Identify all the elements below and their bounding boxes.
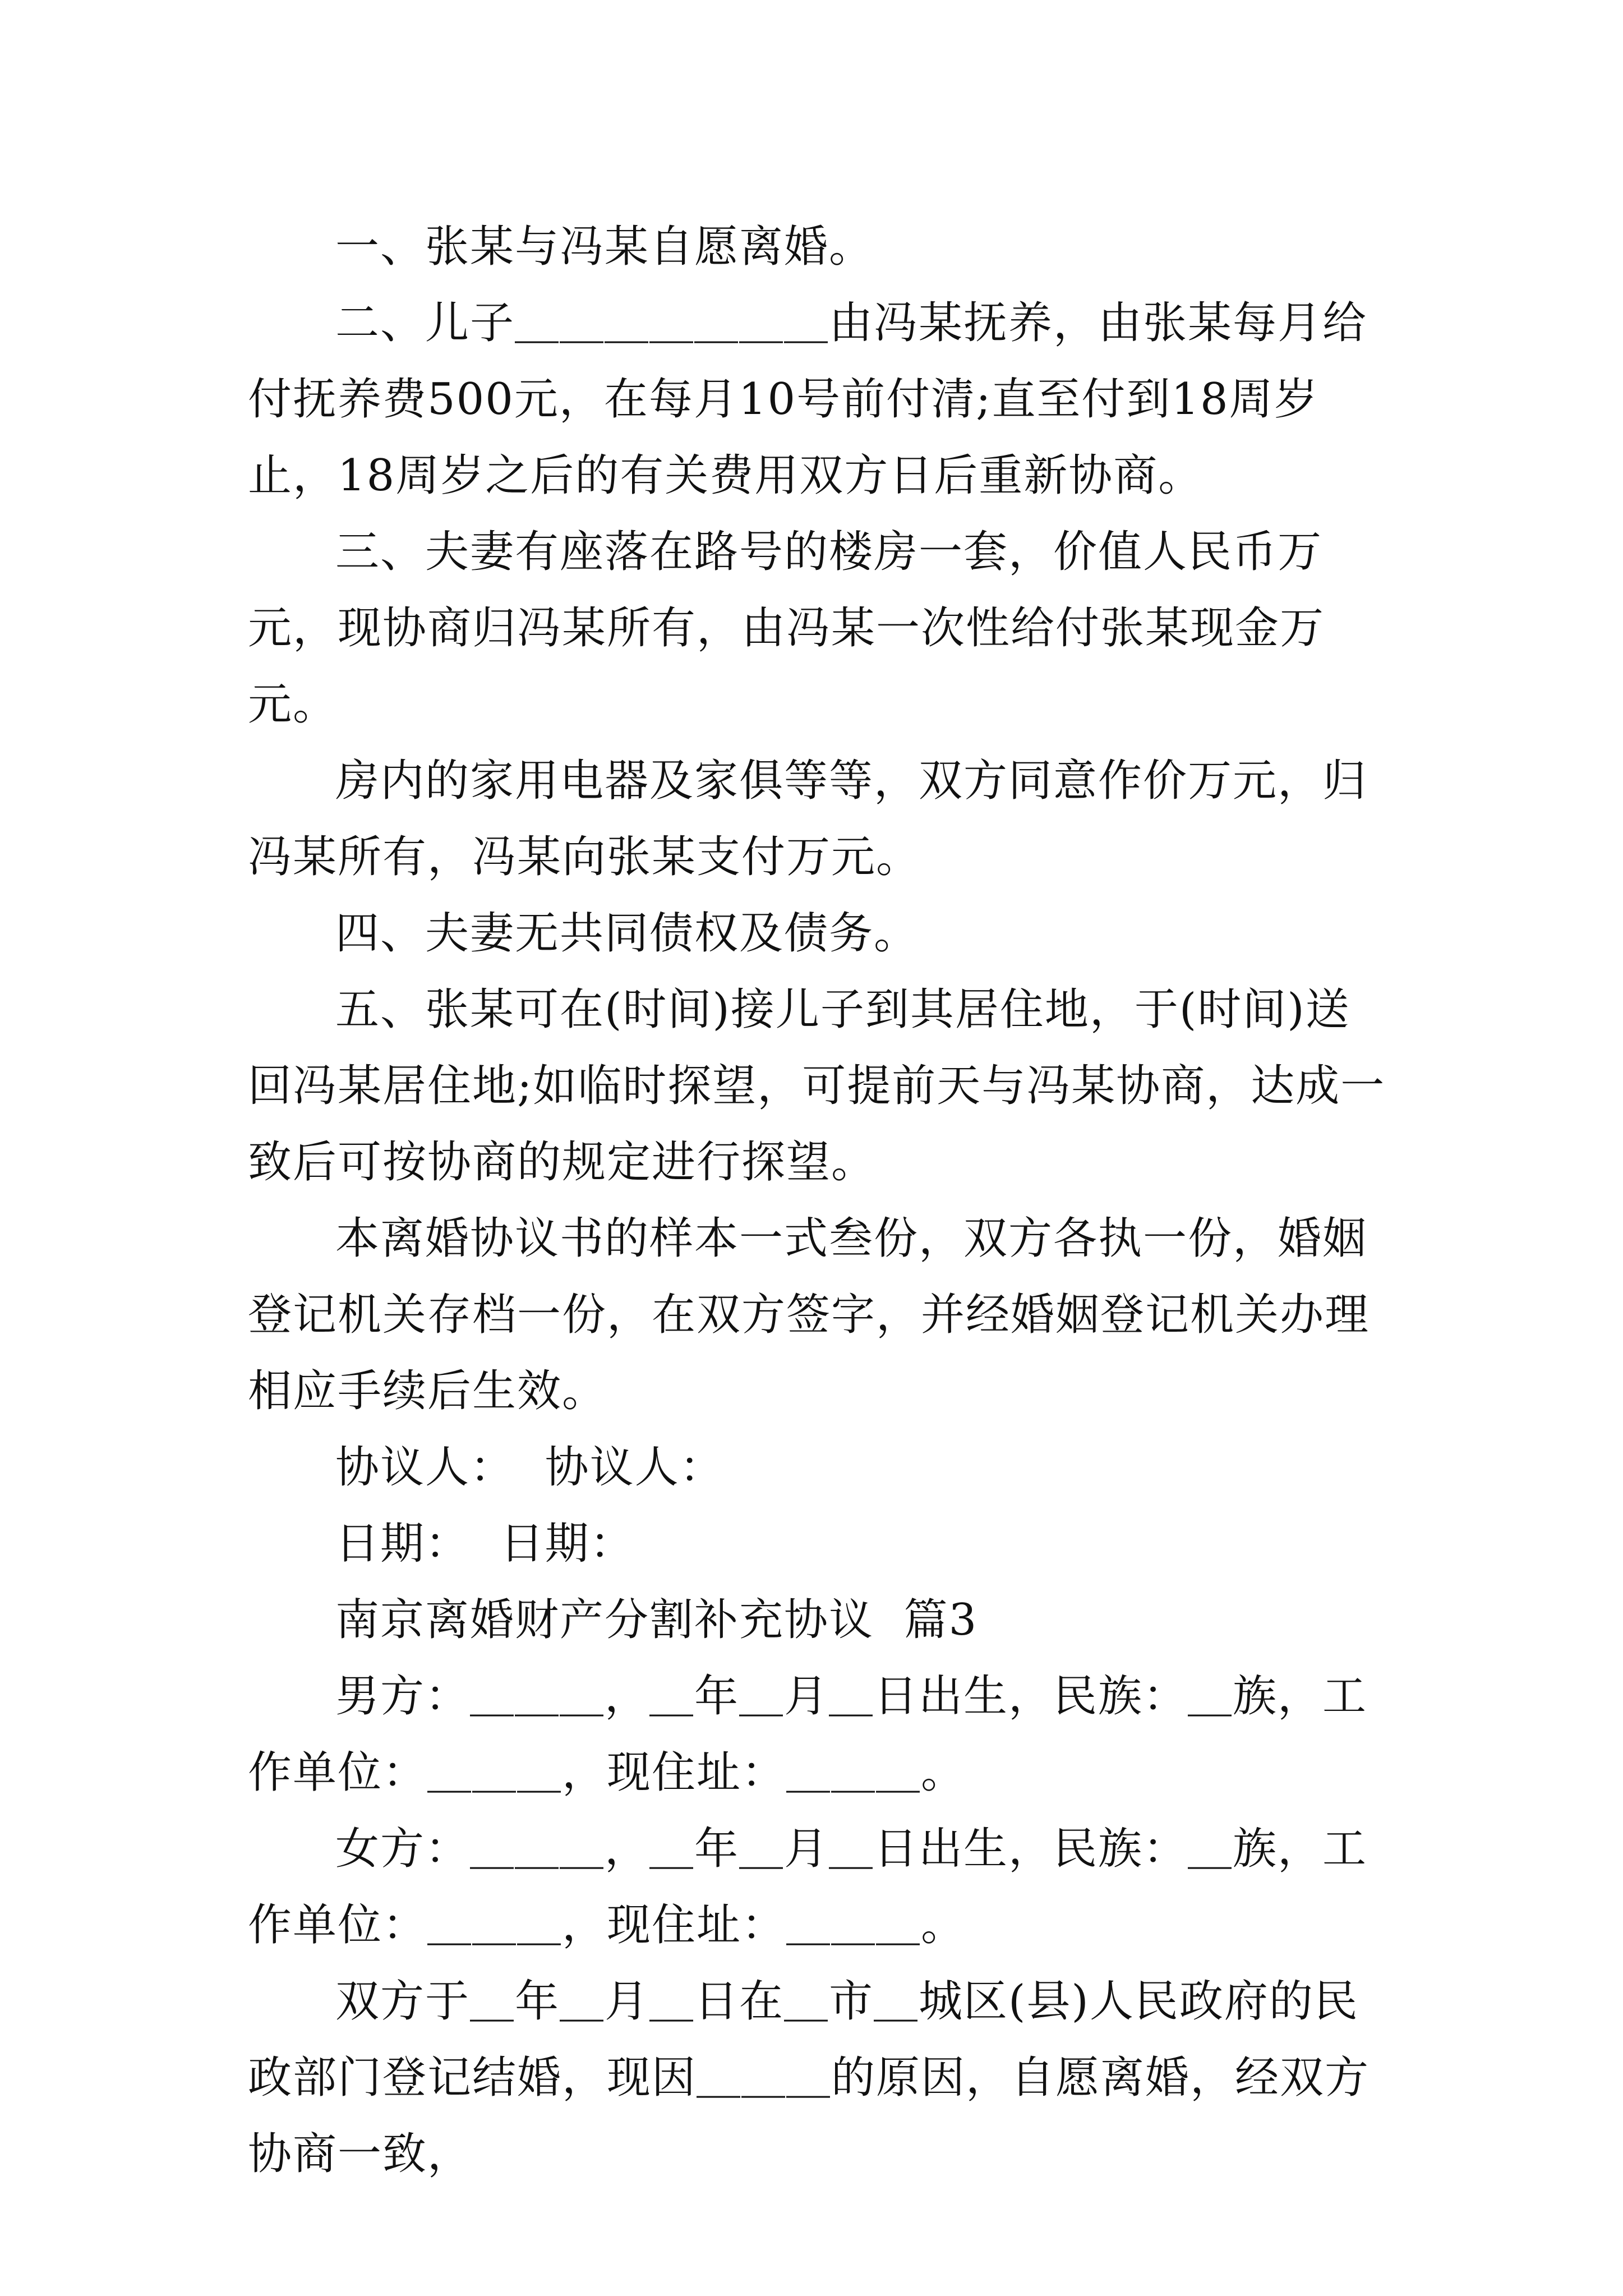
paragraph-2: 二、儿子＿＿＿＿＿＿＿由冯某抚养，由张某每月给付抚养费500元，在每月10号前付清;直至付到18周岁止，18周岁之后的有关费用双方日后重新协商。 <box>248 298 1368 501</box>
paragraph-5: 四、夫妻无共同债权及债务。 <box>335 908 919 959</box>
signature-line: 协议人： 协议人： <box>335 1442 725 1493</box>
paragraph-7: 本离婚协议书的样本一式叁份，双方各执一份，婚姻登记机关存档一份，在双方签字，并经婚姻登记机关办理相应手续后生效。 <box>248 1213 1370 1416</box>
document-body <box>248 209 1389 2192</box>
section-title: 南京离婚财产分割补充协议 篇3 <box>335 1595 978 1645</box>
male-party-info: 男方：＿＿＿，＿年＿月＿日出生，民族：＿族，工作单位：＿＿＿，现住址：＿＿＿。 <box>248 1671 1368 1798</box>
paragraph-1: 一、张某与冯某自愿离婚。 <box>335 222 874 272</box>
paragraph-6: 五、张某可在(时间)接儿子到其居住地，于(时间)送回冯某居住地;如临时探望，可提前天与冯某协商，达成一致后可按协商的规定进行探望。 <box>248 984 1386 1188</box>
marriage-registration-paragraph: 双方于＿年＿月＿日在＿市＿城区(县)人民政府的民政部门登记结婚，现因＿＿＿的原因，自愿离婚，经双方协商一致， <box>248 1976 1370 2179</box>
paragraph-4: 房内的家用电器及家俱等等，双方同意作价万元，归冯某所有，冯某向张某支付万元。 <box>248 756 1368 882</box>
paragraph-3: 三、夫妻有座落在路号的楼房一套，价值人民币万元，现协商归冯某所有，由冯某一次性给付张某现金万元。 <box>248 527 1325 730</box>
date-line: 日期： 日期： <box>335 1519 635 1569</box>
female-party-info: 女方：＿＿＿，＿年＿月＿日出生，民族：＿族，工作单位：＿＿＿，现住址：＿＿＿。 <box>248 1824 1368 1950</box>
